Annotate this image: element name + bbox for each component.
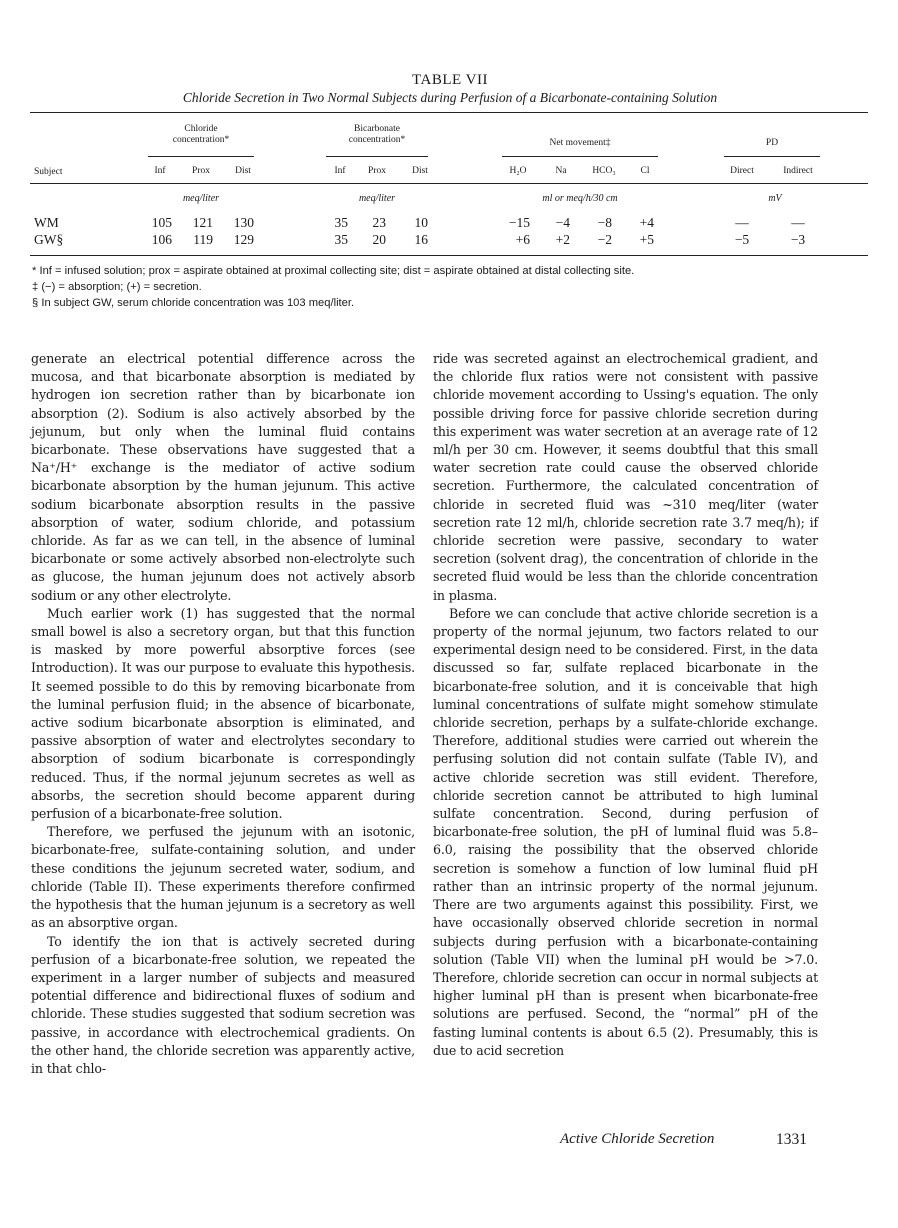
paragraph: Before we can conclude that active chloride secretion is a property of the normal jejunum, two factors related to our experimental design need to be considered. First, in the data discussed so far, sulfate replaced bicarbonate in the bicarbonate-free solution, and it is conceivable that high luminal concentrations of sulfate might somehow stimulate chloride secretion, perhaps by a sulfate-chloride exchange. Therefore, additional studies were carried out wherein the perfusing solution did not contain sulfate (Table IV), and active chloride secretion was still evident. Therefore, chloride secretion cannot be attributed to high luminal sulfate concentration. Second, during perfusion of bicarbonate-free solution, the pH of luminal fluid was 5.8–6.0, raising the possibility that the observed chloride secretion is somehow a function of low luminal fluid pH rather than an intrinsic property of the normal jejunum. There are two arguments against this possibility. First, we have occasionally observed chloride secretion in normal subjects during perfusion with a bicarbonate-containing solution (Table VII) when the luminal pH would be >7.0. Therefore, chloride secretion can occur in normal subjects at higher luminal pH than is present when bicarbonate-free solutions are perfused. Second, the “normal” pH of the fasting luminal contents is about 6.5 (2). Presumably, this is due to acid secretion: [433, 605, 818, 1058]
footnote-sign-convention: ‡ (−) = absorption; (+) = secretion.: [32, 281, 202, 293]
footnote-abbreviations: * Inf = infused solution; prox = aspirate obtained at proximal collecting site; dist = aspirate obtained at distal collecting site.: [32, 265, 635, 277]
col-header-bi-dist: Dist: [412, 166, 428, 176]
chloride-group-header: [148, 124, 254, 146]
unit-net-movement: ml or meq/h/30 cm: [542, 193, 618, 204]
running-title: Active Chloride Secretion: [560, 1131, 715, 1147]
row-gw-bi-dist: 16: [414, 232, 428, 247]
col-header-cl-prox: Prox: [192, 166, 210, 176]
row-wm-cl-inf: 105: [151, 215, 172, 230]
row-wm-indirect: —: [791, 215, 805, 230]
body-column-right: [433, 350, 818, 1060]
col-header-h2o: H₂O: [509, 166, 527, 176]
paragraph: Therefore, we perfused the jejunum with an isotonic, bicarbonate-free, sulfate-containing solution, and under these conditions the jejunum secreted water, sodium, and chloride (Table II). These experiments therefore confirmed the hypothesis that the human jejunum is a secretory as well as an absorptive organ.: [31, 824, 415, 931]
unit-chloride: meq/liter: [182, 193, 220, 204]
col-header-cl-dist: Dist: [235, 166, 251, 176]
row-wm-bi-prox: 23: [372, 215, 386, 230]
row-wm-cl: +4: [639, 215, 654, 230]
table-top-rule: [30, 112, 868, 113]
col-header-bi-prox: Prox: [368, 166, 386, 176]
col-header-indirect: Indirect: [783, 166, 813, 176]
unit-pd: mV: [768, 193, 782, 204]
row-gw-hco3: −2: [597, 232, 612, 247]
row-wm-bi-inf: 35: [334, 215, 348, 230]
paragraph: To identify the ion that is actively secreted during perfusion of a bicarbonate-free solution, we repeated the experiment in a larger number of subjects and measured potential difference and bidirectional fluxes of sodium and chloride. These studies suggested that sodium secretion was passive, in accordance with electrochemical gradients. On the other hand, the chloride secretion was apparently active, in that chlo-: [31, 933, 415, 1076]
paragraph: ride was secreted against an electrochemical gradient, and the chloride flux ratios were not consistent with passive chloride movement according to Ussing's equation. The only possible driving force for passive chloride secretion during this experiment was water secretion at an average rate of 12 ml/h per 30 cm. However, it seems doubtful that this small water secretion rate could cause the observed chloride secretion. Furthermore, the calculated concentration of chloride in secreted fluid was ~310 meq/liter (water secretion rate 12 ml/h, chloride secretion rate 3.7 meq/h); if chloride secretion were passive, secondary to water secretion (solvent drag), the concentration of chloride in the secreted fluid would be less than the chloride concentration in plasma.: [433, 351, 818, 603]
page-number: 1331: [776, 1131, 807, 1148]
row-wm-bi-dist: 10: [414, 215, 428, 230]
row-wm-cl-prox: 121: [192, 215, 213, 230]
col-header-subject: Subject: [34, 167, 63, 177]
unit-bicarbonate: meq/liter: [358, 193, 396, 204]
row-gw-na: +2: [555, 232, 570, 247]
net-group-rule: [502, 156, 658, 157]
row-wm-subject: WM: [34, 215, 59, 230]
net-movement-group-header: Net movement‡: [549, 138, 611, 148]
col-header-hco3: HCO₃: [592, 166, 616, 176]
chloride-group-header-line1: Chloride: [184, 124, 218, 134]
pd-group-rule: [724, 156, 820, 157]
col-header-cl: Cl: [640, 166, 650, 176]
col-header-direct: Direct: [730, 166, 754, 176]
bicarbonate-group-header-line1: Bicarbonate: [354, 124, 400, 134]
table-title: Chloride Secretion in Two Normal Subjects during Perfusion of a Bicarbonate-containing Solution: [182, 90, 718, 105]
table-number: TABLE VII: [412, 72, 488, 88]
chloride-group-header-line2: concentration*: [172, 135, 230, 145]
body-column-left: [31, 350, 415, 1078]
row-gw-cl: +5: [639, 232, 654, 247]
row-wm-hco3: −8: [597, 215, 612, 230]
row-wm-h2o: −15: [508, 215, 530, 230]
header-bottom-rule: [30, 183, 868, 184]
row-wm-cl-dist: 130: [233, 215, 254, 230]
table-caption: [30, 72, 870, 106]
paragraph: Much earlier work (1) has suggested that the normal small bowel is also a secretory organ, but that this function is masked by more powerful absorptive forces (see Introduction). It was our purpose to evaluate this hypothesis. It seemed possible to do this by removing bicarbonate from the luminal perfusion fluid; in the absence of bicarbonate, active sodium bicarbonate absorption is eliminated, and passive absorption of water and electrolytes secondary to absorption of sodium bicarbonate is correspondingly reduced. Thus, if the normal jejunum secretes as well as absorbs, the secretion should become apparent during perfusion of a bicarbonate-free solution.: [31, 605, 415, 822]
row-gw-bi-inf: 35: [334, 232, 348, 247]
pd-group-header: PD: [765, 138, 779, 148]
row-wm-direct: —: [735, 215, 749, 230]
chloride-group-rule: [148, 156, 254, 157]
row-gw-indirect: −3: [790, 232, 806, 247]
row-gw-h2o: +6: [515, 232, 530, 247]
row-gw-direct: −5: [734, 232, 750, 247]
footnote-serum-chloride: § In subject GW, serum chloride concentration was 103 meq/liter.: [32, 297, 355, 309]
table-footnotes: [32, 263, 872, 311]
col-header-na: Na: [555, 166, 567, 176]
row-gw-cl-dist: 129: [233, 232, 254, 247]
paragraph: generate an electrical potential difference across the mucosa, and that bicarbonate absorption is mediated by hydrogen ion secretion rather than by bicarbonate ion absorption (2). Sodium is also actively absorbed by the jejunum, but only when the luminal fluid contains bicarbonate. These observations have suggested that a Na⁺/H⁺ exchange is the mediator of active sodium bicarbonate absorption by the human jejunum. This active sodium bicarbonate absorption results in the passive absorption of water, sodium chloride, and potassium chloride. As far as we can tell, in the absence of luminal bicarbonate or some actively absorbed non-electrolyte such as glucose, the human jejunum does not actively absorb sodium or any other electrolyte.: [31, 351, 415, 603]
row-wm-na: −4: [555, 215, 570, 230]
col-header-cl-inf: Inf: [154, 166, 166, 176]
row-gw-cl-inf: 106: [151, 232, 172, 247]
table-bottom-rule: [30, 255, 868, 256]
col-header-bi-inf: Inf: [334, 166, 346, 176]
row-gw-subject: GW§: [34, 232, 64, 247]
row-gw-cl-prox: 119: [193, 232, 213, 247]
bicarbonate-group-rule: [326, 156, 428, 157]
bicarbonate-group-header: [326, 124, 428, 146]
row-gw-bi-prox: 20: [372, 232, 386, 247]
bicarbonate-group-header-line2: concentration*: [348, 135, 406, 145]
